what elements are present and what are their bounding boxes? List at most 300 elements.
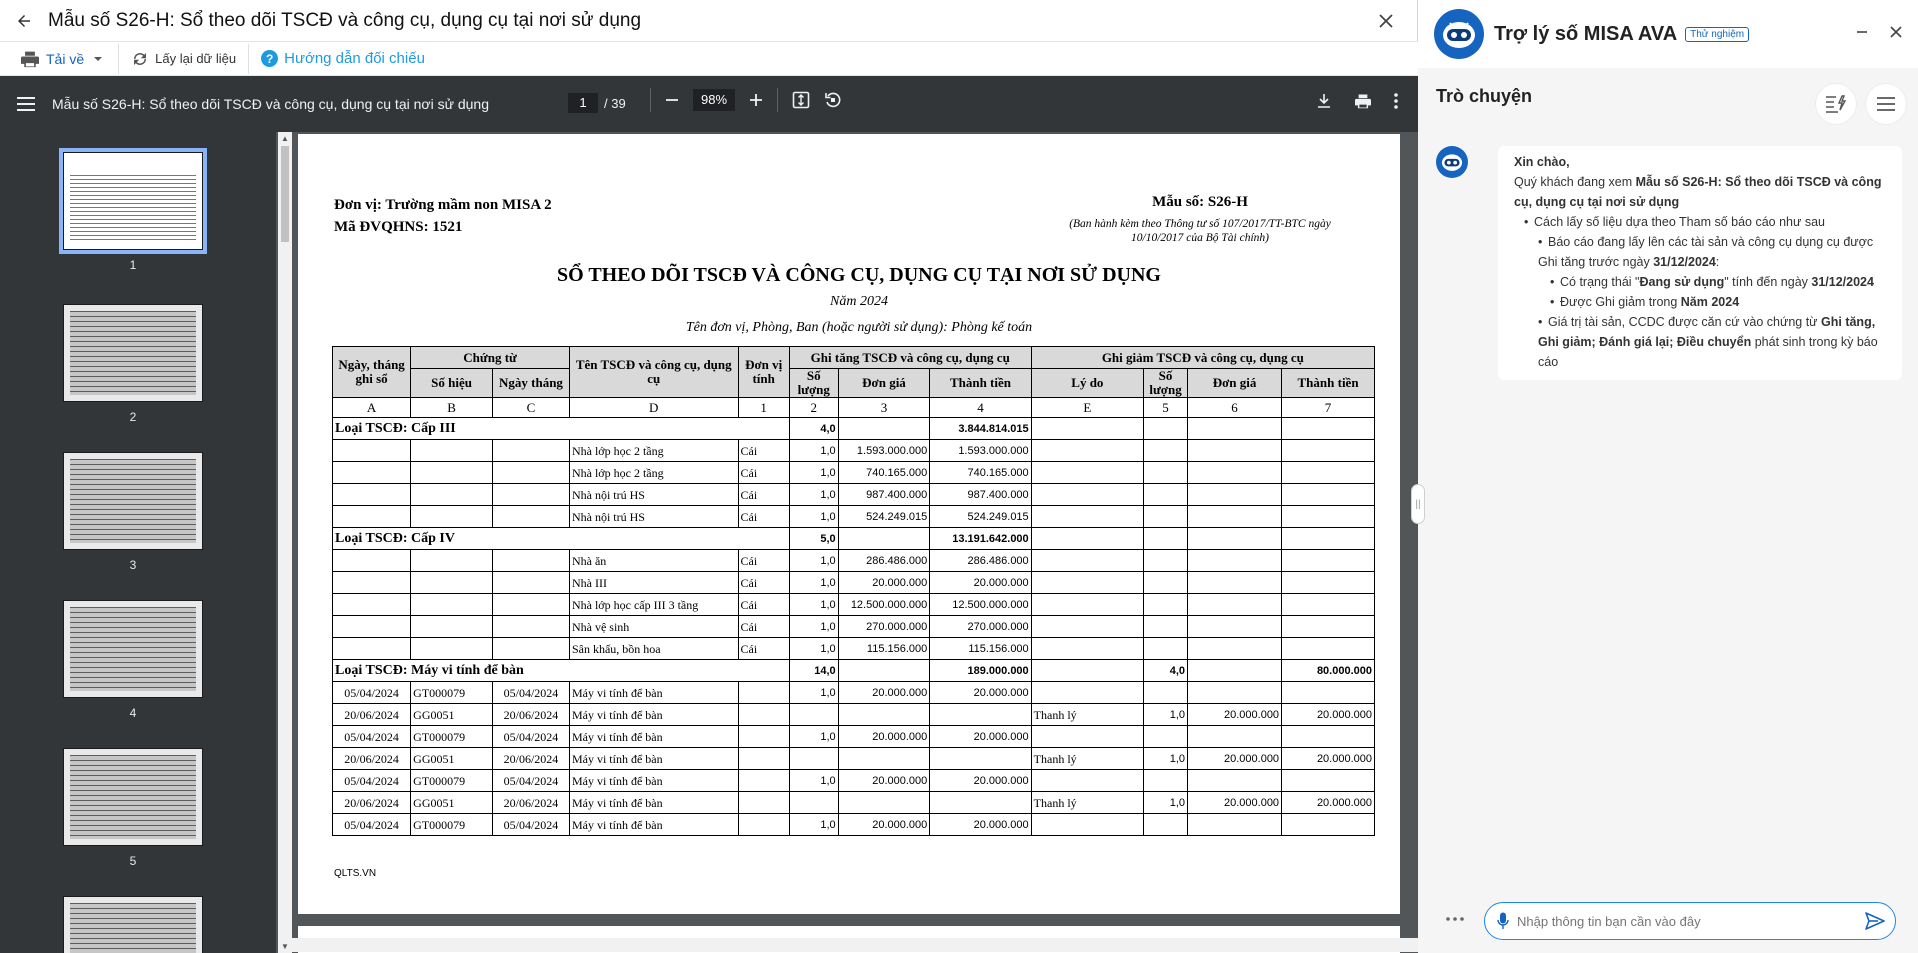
- message-text: Có trạng thái ": [1560, 275, 1640, 289]
- pdf-page: [298, 134, 1400, 914]
- cell-asset-name: Nhà lớp học 2 tầng: [569, 440, 738, 462]
- cell-voucher-no: GG0051: [411, 792, 493, 814]
- robot-icon: [1440, 17, 1478, 51]
- index-cell: 6: [1188, 398, 1282, 418]
- zoom-in-button[interactable]: [749, 93, 763, 107]
- cell-dec-amount: [1282, 484, 1375, 506]
- cell-reason: Thanh lý: [1031, 748, 1143, 770]
- table-row: [333, 726, 1375, 748]
- message-text: " tính đến ngày: [1724, 275, 1812, 289]
- group-reason: [1031, 528, 1143, 550]
- cell-inc-amount: 20.000.000: [930, 770, 1031, 792]
- cell-inc-qty: 1,0: [789, 682, 838, 704]
- cell-reason: [1031, 484, 1143, 506]
- index-cell: 1: [738, 398, 789, 418]
- cell-reason: [1031, 462, 1143, 484]
- col-inc-amount: Thành tiền: [930, 369, 1031, 398]
- cell-inc-amount: [930, 704, 1031, 726]
- unit-name: Đơn vị: Trường mầm non MISA 2: [334, 197, 552, 213]
- cell-reason: [1031, 594, 1143, 616]
- cell-date: 20/06/2024: [333, 792, 411, 814]
- table-header: [333, 347, 1375, 398]
- cell-date: [333, 572, 411, 594]
- thumbnail-page[interactable]: [60, 304, 206, 424]
- cell-asset-name: Nhà lớp học 2 tầng: [569, 462, 738, 484]
- thumbnail-page[interactable]: [60, 600, 206, 720]
- plus-icon: [749, 93, 763, 107]
- message-line: [1514, 232, 1886, 272]
- refresh-icon: [131, 50, 149, 68]
- cell-asset-name: Máy vi tính để bàn: [569, 682, 738, 704]
- group-reason: [1031, 418, 1143, 440]
- cell-inc-price: 20.000.000: [838, 726, 930, 748]
- cell-dec-price: [1188, 550, 1282, 572]
- cell-inc-price: 270.000.000: [838, 616, 930, 638]
- group-row: [333, 528, 1375, 550]
- scroll-down-arrow-icon[interactable]: ▼: [281, 942, 289, 951]
- message-text: Ghi tăng, Ghi giảm; Đánh giá lại; Điều chuyển: [1538, 315, 1876, 349]
- table-row: [333, 616, 1375, 638]
- caret-down-icon: [90, 54, 106, 64]
- thumbnail-page[interactable]: [60, 896, 206, 953]
- table-row: [333, 638, 1375, 660]
- cell-inc-price: [838, 704, 930, 726]
- more-options-button[interactable]: [1438, 902, 1472, 936]
- chat-input[interactable]: [1517, 914, 1865, 929]
- col-asset-name: Tên TSCĐ và công cụ, dụng cụ: [569, 347, 738, 398]
- cell-dec-amount: [1282, 726, 1375, 748]
- cell-voucher-date: 20/06/2024: [493, 748, 570, 770]
- cell-dec-qty: [1144, 682, 1188, 704]
- cell-asset-name: Nhà vệ sinh: [569, 616, 738, 638]
- cell-date: [333, 638, 411, 660]
- printer-icon: [20, 50, 40, 68]
- cell-unit: Cái: [738, 462, 789, 484]
- cell-dec-price: 20.000.000: [1188, 748, 1282, 770]
- cell-dec-price: [1188, 616, 1282, 638]
- index-cell: 7: [1282, 398, 1375, 418]
- table-row: [333, 506, 1375, 528]
- thumbnail-image: [63, 748, 203, 846]
- cell-inc-price: 740.165.000: [838, 462, 930, 484]
- cell-asset-name: Nhà III: [569, 572, 738, 594]
- group-row: [333, 418, 1375, 440]
- cell-inc-qty: 1,0: [789, 770, 838, 792]
- group-dec-price: [1188, 418, 1282, 440]
- cell-dec-qty: [1144, 440, 1188, 462]
- message-text: Giá trị tài sản, CCDC được căn cứ vào chứng từ: [1548, 315, 1822, 329]
- cell-date: [333, 506, 411, 528]
- table-row: [333, 594, 1375, 616]
- hamburger-icon: [1877, 97, 1895, 111]
- group-dec-amount: [1282, 528, 1375, 550]
- cell-dec-amount: [1282, 594, 1375, 616]
- index-cell: C: [493, 398, 570, 418]
- cell-dec-qty: [1144, 814, 1188, 836]
- thumbnail-scrollbar[interactable]: [278, 132, 292, 953]
- cell-unit: Cái: [738, 638, 789, 660]
- cell-date: [333, 462, 411, 484]
- table-row: [333, 440, 1375, 462]
- report-header-right: [1050, 194, 1350, 245]
- message-bubble: [1498, 146, 1902, 380]
- cell-inc-price: [838, 792, 930, 814]
- cell-inc-qty: 1,0: [789, 506, 838, 528]
- cell-voucher-no: GT000079: [411, 682, 493, 704]
- cell-dec-amount: [1282, 440, 1375, 462]
- group-inc-amount: 189.000.000: [930, 660, 1031, 682]
- cell-voucher-date: [493, 550, 570, 572]
- cell-dec-amount: [1282, 638, 1375, 660]
- cell-voucher-no: GG0051: [411, 748, 493, 770]
- refresh-data-button[interactable]: [119, 44, 249, 74]
- cell-dec-price: [1188, 682, 1282, 704]
- current-page-input[interactable]: 1: [568, 93, 598, 113]
- cell-dec-price: [1188, 726, 1282, 748]
- cell-asset-name: Nhà nội trú HS: [569, 506, 738, 528]
- thumbnail-page[interactable]: [60, 152, 206, 272]
- table-row: [333, 462, 1375, 484]
- report-department: Tên đơn vị, Phòng, Ban (hoặc người sử dụng): Phòng kế toán: [685, 320, 1033, 335]
- cell-reason: [1031, 770, 1143, 792]
- cell-dec-price: [1188, 440, 1282, 462]
- cell-date: 05/04/2024: [333, 814, 411, 836]
- cell-voucher-no: [411, 572, 493, 594]
- asset-ledger-table: [332, 346, 1375, 836]
- download-button[interactable]: [8, 44, 119, 74]
- cell-voucher-no: [411, 440, 493, 462]
- pdf-toolbar: [0, 76, 1418, 132]
- cell-dec-qty: [1144, 638, 1188, 660]
- rotate-icon: [824, 91, 842, 109]
- message-text: Được Ghi giảm trong: [1560, 295, 1681, 309]
- cell-unit: [738, 792, 789, 814]
- index-cell: 4: [930, 398, 1031, 418]
- cell-date: [333, 616, 411, 638]
- table-row: [333, 484, 1375, 506]
- robot-icon: [1440, 151, 1464, 173]
- bullet-icon: •: [1550, 275, 1555, 289]
- cell-unit: Cái: [738, 506, 789, 528]
- cell-inc-qty: 1,0: [789, 814, 838, 836]
- message-line: [1514, 292, 1886, 312]
- more-horizontal-icon: [1446, 917, 1464, 921]
- pdf-print-button[interactable]: [1354, 93, 1372, 109]
- thumbnail-image: [63, 152, 203, 250]
- cell-inc-amount: 524.249.015: [930, 506, 1031, 528]
- message-line: [1514, 212, 1886, 232]
- cell-unit: [738, 726, 789, 748]
- assistant-avatar: [1436, 146, 1468, 178]
- cell-inc-amount: [930, 792, 1031, 814]
- cell-inc-amount: 987.400.000: [930, 484, 1031, 506]
- cell-unit: Cái: [738, 484, 789, 506]
- chat-menu-button[interactable]: [1866, 84, 1906, 124]
- cell-dec-qty: [1144, 462, 1188, 484]
- cell-voucher-no: [411, 506, 493, 528]
- table-row: [333, 550, 1375, 572]
- cell-dec-qty: [1144, 572, 1188, 594]
- download-label: Tải về: [46, 50, 85, 67]
- cell-inc-price: 987.400.000: [838, 484, 930, 506]
- cell-asset-name: Máy vi tính để bàn: [569, 814, 738, 836]
- cell-dec-price: [1188, 770, 1282, 792]
- toolbar: [0, 42, 1418, 76]
- cell-dec-amount: [1282, 616, 1375, 638]
- chat-input-wrapper: [1484, 902, 1896, 940]
- cell-reason: [1031, 440, 1143, 462]
- assistant-header: [1418, 0, 1918, 68]
- table-body: [333, 398, 1375, 836]
- window-title: Mẫu số S26-H: Sổ theo dõi TSCĐ và công cụ, dụng cụ tại nơi sử dụng: [48, 9, 642, 31]
- cell-asset-name: Nhà lớp học cấp III 3 tầng: [569, 594, 738, 616]
- group-inc-qty: 4,0: [789, 418, 838, 440]
- cell-voucher-no: [411, 484, 493, 506]
- cell-inc-price: [838, 748, 930, 770]
- cell-date: 05/04/2024: [333, 726, 411, 748]
- close-button[interactable]: [1374, 9, 1398, 33]
- fit-page-button[interactable]: [792, 91, 810, 109]
- cell-dec-price: [1188, 594, 1282, 616]
- assistant-close-button[interactable]: [1890, 26, 1902, 38]
- cell-reason: [1031, 506, 1143, 528]
- thumbnail-number: 2: [129, 410, 137, 424]
- download-icon: [1316, 93, 1332, 109]
- message-text: 31/12/2024: [1653, 255, 1716, 269]
- pdf-more-button[interactable]: [1394, 93, 1398, 109]
- assistant-logo: [1434, 9, 1484, 59]
- fit-to-page-icon: [792, 91, 810, 109]
- group-row: [333, 660, 1375, 682]
- back-button[interactable]: [0, 0, 48, 42]
- message-text: Mẫu số S26-H: Sổ theo dõi TSCĐ và công cụ, dụng cụ tại nơi sử dụng: [1514, 175, 1882, 209]
- chat-title: Trò chuyện: [1436, 86, 1533, 106]
- thumbnail-number: 5: [129, 854, 137, 868]
- cell-voucher-date: [493, 572, 570, 594]
- group-inc-price: [838, 528, 930, 550]
- cell-reason: [1031, 550, 1143, 572]
- cell-dec-price: [1188, 506, 1282, 528]
- form-number: Mẫu số: S26-H: [1152, 194, 1248, 210]
- cell-inc-price: 20.000.000: [838, 814, 930, 836]
- cell-date: [333, 550, 411, 572]
- close-icon: [1374, 9, 1398, 33]
- cell-dec-qty: [1144, 616, 1188, 638]
- cell-voucher-date: 05/04/2024: [493, 682, 570, 704]
- bullet-icon: •: [1550, 295, 1555, 309]
- chat-actions: [1816, 84, 1906, 124]
- page-navigator: [568, 93, 626, 113]
- cell-inc-amount: 270.000.000: [930, 616, 1031, 638]
- cell-voucher-date: [493, 638, 570, 660]
- index-cell: D: [569, 398, 738, 418]
- cell-voucher-date: [493, 484, 570, 506]
- minimize-button[interactable]: [1856, 26, 1868, 38]
- cell-unit: [738, 770, 789, 792]
- group-inc-qty: 14,0: [789, 660, 838, 682]
- col-inc-qty: Số lượng: [789, 369, 838, 398]
- total-pages: / 39: [604, 95, 626, 111]
- cell-dec-qty: [1144, 594, 1188, 616]
- cell-voucher-no: [411, 462, 493, 484]
- col-voucher: Chứng từ: [411, 347, 570, 369]
- beta-badge: Thử nghiệm: [1685, 27, 1749, 42]
- cell-inc-price: 20.000.000: [838, 682, 930, 704]
- microphone-button[interactable]: [1497, 912, 1509, 930]
- horizontal-scrollbar[interactable]: [292, 938, 1418, 952]
- cell-dec-price: 20.000.000: [1188, 704, 1282, 726]
- cell-date: 20/06/2024: [333, 704, 411, 726]
- cell-date: 05/04/2024: [333, 682, 411, 704]
- col-unit: Đơn vị tính: [738, 347, 789, 398]
- col-reason: Lý do: [1031, 369, 1143, 398]
- cell-inc-price: 1.593.000.000: [838, 440, 930, 462]
- group-name: Loại TSCĐ: Cấp III: [333, 418, 790, 440]
- cell-inc-qty: [789, 704, 838, 726]
- zoom-level-input[interactable]: 98%: [693, 89, 735, 111]
- cell-dec-qty: [1144, 550, 1188, 572]
- comparison-guide-link[interactable]: [249, 44, 437, 74]
- cell-dec-price: [1188, 462, 1282, 484]
- quick-prompts-button[interactable]: [1816, 84, 1856, 124]
- message-text: :: [1715, 255, 1720, 269]
- cell-date: 05/04/2024: [333, 770, 411, 792]
- cell-asset-name: Nhà ăn: [569, 550, 738, 572]
- pdf-menu-button[interactable]: [0, 97, 52, 111]
- refresh-data-label: Lấy lại dữ liệu: [155, 51, 237, 66]
- unit-code: Mã ĐVQHNS: 1521: [334, 219, 463, 235]
- issued-note: [1050, 217, 1350, 245]
- cell-inc-price: 12.500.000.000: [838, 594, 930, 616]
- cell-inc-amount: 20.000.000: [930, 682, 1031, 704]
- pdf-download-button[interactable]: [1316, 93, 1332, 109]
- group-dec-amount: 80.000.000: [1282, 660, 1375, 682]
- scroll-up-arrow-icon[interactable]: ▲: [281, 134, 289, 143]
- message-text: Năm 2024: [1680, 295, 1740, 309]
- cell-inc-amount: 740.165.000: [930, 462, 1031, 484]
- cell-unit: Cái: [738, 616, 789, 638]
- col-voucher-no: Số hiệu: [411, 369, 493, 398]
- table-row: [333, 572, 1375, 594]
- cell-inc-amount: 286.486.000: [930, 550, 1031, 572]
- table-row: [333, 748, 1375, 770]
- cell-inc-qty: 1,0: [789, 638, 838, 660]
- cell-reason: [1031, 682, 1143, 704]
- cell-inc-amount: 1.593.000.000: [930, 440, 1031, 462]
- cell-voucher-date: 05/04/2024: [493, 770, 570, 792]
- assistant-name: Trợ lý số MISA AVA: [1494, 22, 1678, 45]
- message-text: Đang sử dụng: [1639, 275, 1725, 289]
- thumbnail-page[interactable]: [60, 452, 206, 572]
- index-cell: 2: [789, 398, 838, 418]
- cell-unit: Cái: [738, 550, 789, 572]
- message-line: [1514, 172, 1886, 212]
- cell-voucher-no: [411, 594, 493, 616]
- cell-voucher-date: [493, 616, 570, 638]
- group-inc-qty: 5,0: [789, 528, 838, 550]
- arrow-left-icon: [15, 12, 33, 30]
- col-dec-price: Đơn giá: [1188, 369, 1282, 398]
- cell-dec-amount: [1282, 550, 1375, 572]
- cell-dec-qty: 1,0: [1144, 792, 1188, 814]
- col-dec-qty: Số lượng: [1144, 369, 1188, 398]
- cell-reason: [1031, 638, 1143, 660]
- cell-unit: [738, 682, 789, 704]
- cell-date: [333, 440, 411, 462]
- send-button[interactable]: [1865, 912, 1885, 930]
- minimize-icon: [1856, 26, 1868, 38]
- cell-voucher-no: [411, 616, 493, 638]
- thumbnail-image: [63, 452, 203, 550]
- cell-dec-price: [1188, 484, 1282, 506]
- report-footer: QLTS.VN: [334, 868, 377, 879]
- thumbnail-image: [63, 896, 203, 953]
- group-inc-amount: 3.844.814.015: [930, 418, 1031, 440]
- thumbnail-page[interactable]: [60, 748, 206, 868]
- pane-resize-handle[interactable]: ||: [1411, 484, 1425, 524]
- group-dec-qty: [1144, 528, 1188, 550]
- thumbnail-number: 3: [129, 558, 137, 572]
- cell-asset-name: Máy vi tính để bàn: [569, 792, 738, 814]
- message-text: Báo cáo đang lấy lên các tài sản và công cụ dụng cụ được Ghi tăng trước ngày: [1538, 235, 1874, 269]
- microphone-icon: [1497, 912, 1509, 930]
- thumbnail-number: 1: [129, 258, 137, 272]
- pdf-document-title: Mẫu số S26-H: Sổ theo dõi TSCĐ và công cụ, dụng cụ tại nơi sử dụng: [52, 96, 489, 112]
- col-increase: Ghi tăng TSCĐ và công cụ, dụng cụ: [789, 347, 1031, 369]
- index-cell: 3: [838, 398, 930, 418]
- cell-inc-qty: [789, 792, 838, 814]
- thumbnail-image: [63, 304, 203, 402]
- cell-asset-name: Sân khấu, bồn hoa: [569, 638, 738, 660]
- thumbnail-sidebar: [0, 132, 276, 953]
- rotate-button[interactable]: [824, 91, 842, 109]
- cell-inc-price: 20.000.000: [838, 572, 930, 594]
- bullet-icon: •: [1538, 235, 1543, 249]
- cell-voucher-no: GT000079: [411, 814, 493, 836]
- scrollbar-thumb[interactable]: [281, 146, 289, 242]
- group-inc-price: [838, 418, 930, 440]
- cell-asset-name: Nhà nội trú HS: [569, 484, 738, 506]
- message-text: Cách lấy số liệu dựa theo Tham số báo cáo như sau: [1534, 215, 1825, 229]
- index-cell: 5: [1144, 398, 1188, 418]
- col-voucher-date: Ngày tháng: [493, 369, 570, 398]
- cell-dec-price: 20.000.000: [1188, 792, 1282, 814]
- cell-dec-qty: [1144, 726, 1188, 748]
- zoom-out-button[interactable]: [665, 93, 679, 107]
- column-index-row: [333, 398, 1375, 418]
- cell-voucher-no: [411, 550, 493, 572]
- index-cell: A: [333, 398, 411, 418]
- cell-dec-amount: [1282, 462, 1375, 484]
- cell-inc-price: 286.486.000: [838, 550, 930, 572]
- cell-inc-price: 524.249.015: [838, 506, 930, 528]
- cell-voucher-date: [493, 462, 570, 484]
- cell-reason: [1031, 726, 1143, 748]
- cell-voucher-no: [411, 638, 493, 660]
- message-line: [1514, 272, 1886, 292]
- col-date: Ngày, tháng ghi sổ: [333, 347, 411, 398]
- group-dec-qty: 4,0: [1144, 660, 1188, 682]
- cell-dec-amount: [1282, 682, 1375, 704]
- thumbnail-image: [63, 600, 203, 698]
- table-row: [333, 814, 1375, 836]
- cell-inc-qty: 1,0: [789, 440, 838, 462]
- group-reason: [1031, 660, 1143, 682]
- message-line: [1514, 312, 1886, 372]
- table-row: [333, 704, 1375, 726]
- cell-unit: [738, 748, 789, 770]
- col-decrease: Ghi giảm TSCĐ và công cụ, dụng cụ: [1031, 347, 1374, 369]
